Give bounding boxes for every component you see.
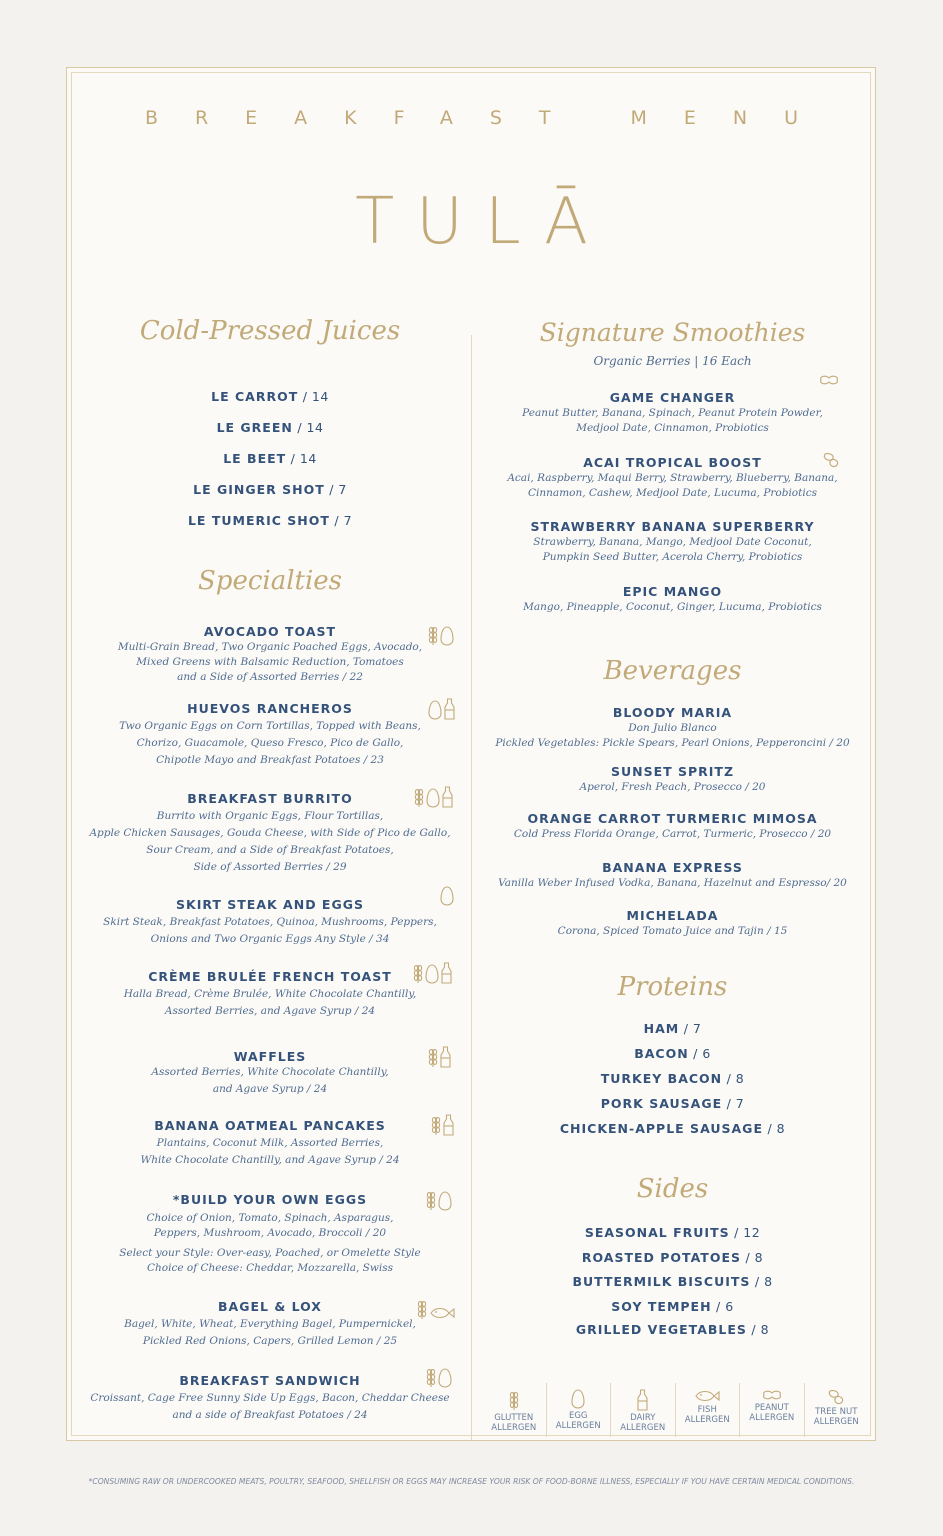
item-name: WAFFLES — [233, 1049, 307, 1064]
item-description — [490, 780, 855, 795]
item-name: BAGEL & LOX — [218, 1299, 322, 1314]
item-description — [490, 406, 855, 436]
item-price: / 6 — [711, 1299, 734, 1314]
item-price: / 8 — [762, 1121, 786, 1136]
gluten-icon — [413, 962, 423, 984]
protein-item — [490, 1096, 855, 1111]
description-line: Medjool Date, Cinnamon, Probiotics — [576, 422, 769, 434]
section-title-proteins: Proteins — [617, 972, 728, 1002]
item-description — [70, 1316, 470, 1350]
allergen-icons — [413, 962, 452, 984]
description-line: and a Side of Assorted Berries / 22 — [177, 671, 363, 683]
gluten-icon — [426, 1189, 436, 1211]
side-item — [490, 1250, 855, 1265]
description-line: Apple Chicken Sausages, Gouda Cheese, with Side of Pico de Gallo, — [89, 827, 451, 839]
item-description — [70, 808, 470, 876]
item-description — [70, 1390, 470, 1424]
item-name: MICHELADA — [626, 908, 719, 923]
juice-item — [80, 420, 460, 435]
gluten-icon — [417, 1298, 427, 1320]
description-line: and Agave Syrup / 24 — [212, 1083, 328, 1095]
specialty-item — [80, 969, 460, 984]
side-item — [490, 1299, 855, 1314]
item-description — [490, 721, 855, 751]
item-name: BANANA EXPRESS — [602, 860, 743, 875]
beverage-item — [490, 908, 855, 923]
item-name: LE GINGER SHOT — [193, 482, 325, 497]
item-price: / 8 — [746, 1322, 770, 1337]
description-line: Pickled Red Onions, Capers, Grilled Lemon / 25 — [142, 1335, 398, 1347]
fish-icon — [429, 1306, 455, 1320]
description-line: Skirt Steak, Breakfast Potatoes, Quinoa, Mushrooms, Peppers, — [103, 916, 437, 928]
description-line: Strawberry, Banana, Mango, Medjool Date Coconut, — [533, 536, 812, 548]
description-line: Assorted Berries, and Agave Syrup / 24 — [164, 1005, 376, 1017]
item-name: BACON — [634, 1046, 689, 1061]
description-line: Chorizo, Guacamole, Queso Fresco, Pico de Gallo, — [136, 737, 404, 749]
specialty-item — [80, 701, 460, 716]
item-description — [70, 718, 470, 769]
item-name: LE BEET — [223, 451, 287, 466]
section-title-smoothies: Signature Smoothies — [539, 318, 806, 347]
description-line: Choice of Onion, Tomato, Spinach, Asparagus, — [146, 1212, 394, 1224]
description-line: Mixed Greens with Balsamic Reduction, Tomatoes — [136, 656, 404, 668]
item-name: BANANA OATMEAL PANCAKES — [154, 1118, 386, 1133]
egg-icon — [425, 964, 439, 984]
dairy-icon — [442, 786, 453, 808]
protein-item — [490, 1021, 855, 1036]
description-line: Aperol, Fresh Peach, Prosecco / 20 — [579, 781, 766, 793]
legend-item — [805, 1383, 869, 1437]
dairy-icon — [441, 962, 452, 984]
allergen-icons — [822, 452, 840, 468]
item-description — [490, 535, 855, 565]
item-name: CRÈME BRULÉE FRENCH TOAST — [148, 969, 392, 984]
item-price: / 8 — [741, 1250, 764, 1265]
item-name: SEASONAL FRUITS — [584, 1225, 730, 1240]
legend-item — [676, 1383, 741, 1437]
description-line: Two Organic Eggs on Corn Tortillas, Topped with Beans, — [119, 720, 421, 732]
item-description — [70, 1211, 470, 1241]
smoothie-item — [490, 519, 855, 534]
legend-label: ALLERGEN — [620, 1423, 666, 1433]
item-name: BREAKFAST BURRITO — [187, 791, 353, 806]
item-price: / 12 — [729, 1225, 761, 1240]
legend-label: ALLERGEN — [749, 1413, 795, 1423]
item-description — [490, 600, 855, 615]
allergen-icons — [417, 1298, 455, 1320]
item-name: AVOCADO TOAST — [203, 624, 337, 639]
item-description — [70, 640, 470, 685]
allergen-icons — [818, 374, 840, 386]
item-price: / 7 — [722, 1096, 745, 1111]
specialty-item — [80, 624, 460, 639]
beverage-item — [490, 705, 855, 720]
egg-icon — [547, 1389, 611, 1409]
item-description — [490, 827, 855, 842]
item-name: PORK SAUSAGE — [600, 1096, 723, 1111]
legend-label: GLUTTEN — [494, 1413, 534, 1423]
gluten-icon — [431, 1114, 441, 1136]
item-description — [490, 924, 855, 939]
item-price: / 14 — [286, 451, 317, 466]
dairy-icon — [443, 1114, 454, 1136]
allergen-icons — [431, 1114, 454, 1136]
description-line: Don Julio Blanco — [628, 722, 717, 734]
side-item — [490, 1225, 855, 1240]
description-line: White Chocolate Chantilly, and Agave Syrup / 24 — [140, 1154, 400, 1166]
egg-icon — [438, 1191, 452, 1211]
legend-label: ALLERGEN — [555, 1421, 601, 1431]
peanut-icon — [740, 1389, 804, 1401]
item-name: SUNSET SPRITZ — [610, 764, 735, 779]
allergen-icons — [426, 1366, 452, 1388]
section-title-specialties: Specialties — [197, 566, 343, 596]
section-title-beverages: Beverages — [603, 656, 742, 686]
item-name: *BUILD YOUR OWN EGGS — [172, 1192, 368, 1207]
menu-subtitle: BREAKFAST MENU — [144, 107, 836, 129]
item-name: LE TUMERIC SHOT — [187, 513, 330, 528]
item-description — [490, 471, 855, 501]
dairy-icon — [440, 1046, 451, 1068]
fish-icon — [676, 1389, 740, 1403]
item-name: GAME CHANGER — [609, 390, 736, 405]
gluten-icon — [414, 786, 424, 808]
smoothies-subtitle: Organic Berries | 16 Each — [593, 354, 752, 368]
legend-item — [740, 1383, 805, 1437]
item-name: LE CARROT — [211, 389, 299, 404]
legend-label: EGG — [568, 1411, 588, 1421]
gluten-icon — [428, 624, 438, 646]
item-name: STRAWBERRY BANANA SUPERBERRY — [530, 519, 815, 534]
description-line: Select your Style: Over-easy, Poached, or Omelette Style — [119, 1247, 421, 1259]
allergen-icons — [428, 698, 455, 720]
allergen-legend — [482, 1383, 868, 1437]
specialty-item — [80, 1118, 460, 1133]
description-line: Plantains, Coconut Milk, Assorted Berries, — [156, 1137, 384, 1149]
description-line: Onions and Two Organic Eggs Any Style / 34 — [150, 933, 390, 945]
beverage-item — [490, 764, 855, 779]
egg-icon — [440, 886, 454, 906]
protein-item — [490, 1071, 855, 1086]
item-description — [490, 876, 855, 891]
item-price: / 8 — [750, 1274, 773, 1289]
item-name: EPIC MANGO — [622, 584, 723, 599]
column-divider — [471, 335, 472, 1440]
item-name: BUTTERMILK BISCUITS — [572, 1274, 751, 1289]
description-line: Halla Bread, Crème Brulée, White Chocolate Chantilly, — [123, 988, 417, 1000]
legend-item — [611, 1383, 676, 1437]
description-line: Cinnamon, Cashew, Medjool Date, Lucuma, Probiotics — [528, 487, 817, 499]
item-price: / 7 — [329, 513, 353, 528]
juice-item — [80, 482, 460, 497]
item-description — [70, 914, 470, 948]
item-price: / 7 — [324, 482, 347, 497]
description-line: Burrito with Organic Eggs, Flour Tortillas, — [156, 810, 384, 822]
raw-food-disclaimer: *CONSUMING RAW OR UNDERCOOKED MEATS, POULTRY, SEAFOOD, SHELLFISH OR EGGS MAY INCREASE YOUR RISK OF FOOD-BORNE ILLNESS, ESPECIALLY IF YOU HAVE CERTAIN MEDICAL CONDITIONS. — [88, 1477, 855, 1486]
gluten-icon — [482, 1389, 546, 1411]
legend-item — [482, 1383, 547, 1437]
specialty-item — [80, 1049, 460, 1064]
description-line: Acai, Raspberry, Maqui Berry, Strawberry, Blueberry, Banana, — [507, 472, 838, 484]
item-price: / 8 — [722, 1071, 745, 1086]
item-name: TURKEY BACON — [600, 1071, 723, 1086]
side-item — [490, 1322, 855, 1337]
legend-label: FISH — [697, 1405, 717, 1415]
smoothie-item — [490, 455, 855, 470]
item-price: / 14 — [292, 420, 324, 435]
legend-label: PEANUT — [754, 1403, 789, 1413]
specialty-item — [80, 1373, 460, 1388]
description-line: and a side of Breakfast Potatoes / 24 — [172, 1409, 368, 1421]
item-description — [70, 1246, 470, 1276]
description-line: Mango, Pineapple, Coconut, Ginger, Lucuma, Probiotics — [523, 601, 822, 613]
item-name: HUEVOS RANCHEROS — [187, 701, 353, 716]
smoothie-item — [490, 584, 855, 599]
juice-item — [80, 451, 460, 466]
legend-label: ALLERGEN — [813, 1417, 859, 1427]
item-name: ACAI TROPICAL BOOST — [583, 455, 762, 470]
allergen-icons — [414, 786, 453, 808]
description-line: Assorted Berries, White Chocolate Chantilly, — [151, 1066, 389, 1078]
legend-label: DAIRY — [630, 1413, 656, 1423]
gluten-icon — [428, 1046, 438, 1068]
item-name: HAM — [643, 1021, 680, 1036]
egg-icon — [440, 626, 454, 646]
description-line: Pumpkin Seed Butter, Acerola Cherry, Probiotics — [542, 551, 803, 563]
dairy-icon — [611, 1389, 675, 1411]
specialty-item — [80, 791, 460, 806]
description-line: Cold Press Florida Orange, Carrot, Turmeric, Prosecco / 20 — [513, 828, 832, 840]
item-name: ROASTED POTATOES — [581, 1250, 741, 1265]
description-line: Vanilla Weber Infused Vodka, Banana, Hazelnut and Espresso/ 20 — [498, 877, 847, 889]
item-name: CHICKEN-APPLE SAUSAGE — [559, 1121, 763, 1136]
tree-nut-icon — [805, 1389, 869, 1405]
gluten-icon — [426, 1366, 436, 1388]
description-line: Sour Cream, and a Side of Breakfast Potatoes, — [146, 844, 394, 856]
item-price: / 14 — [298, 389, 329, 404]
specialty-item — [80, 897, 460, 912]
item-name: LE GREEN — [216, 420, 293, 435]
egg-icon — [428, 700, 442, 720]
description-line: Side of Assorted Berries / 29 — [193, 861, 347, 873]
protein-item — [490, 1046, 855, 1061]
description-line: Peanut Butter, Banana, Spinach, Peanut Protein Powder, — [522, 407, 823, 419]
juice-item — [80, 389, 460, 404]
legend-label: ALLERGEN — [491, 1423, 537, 1433]
allergen-icons — [440, 886, 454, 906]
legend-label: TREE NUT — [815, 1407, 858, 1417]
specialty-item — [80, 1192, 460, 1207]
allergen-icons — [428, 624, 454, 646]
egg-icon — [438, 1368, 452, 1388]
description-line: Multi-Grain Bread, Two Organic Poached Eggs, Avocado, — [117, 641, 423, 653]
description-line: Pickled Vegetables: Pickle Spears, Pearl Onions, Pepperoncini / 20 — [495, 737, 850, 749]
description-line: Choice of Cheese: Cheddar, Mozzarella, Swiss — [146, 1262, 393, 1274]
legend-item — [547, 1383, 612, 1437]
tree-nut-icon — [822, 452, 840, 468]
allergen-icons — [426, 1189, 452, 1211]
specialty-item — [80, 1299, 460, 1314]
beverage-item — [490, 860, 855, 875]
smoothie-item — [490, 390, 855, 405]
egg-icon — [426, 788, 440, 808]
side-item — [490, 1274, 855, 1289]
item-name: GRILLED VEGETABLES — [575, 1322, 747, 1337]
item-price: / 7 — [679, 1021, 702, 1036]
legend-label: ALLERGEN — [684, 1415, 730, 1425]
item-price: / 6 — [688, 1046, 711, 1061]
description-line: Chipotle Mayo and Breakfast Potatoes / 23 — [156, 754, 384, 766]
protein-item — [490, 1121, 855, 1136]
brand-logo: TULĀ — [355, 185, 610, 259]
item-name: ORANGE CARROT TURMERIC MIMOSA — [527, 811, 818, 826]
peanut-icon — [818, 374, 840, 386]
item-name: SKIRT STEAK AND EGGS — [176, 897, 364, 912]
description-line: Corona, Spiced Tomato Juice and Tajin / 15 — [557, 925, 788, 937]
description-line: Peppers, Mushroom, Avocado, Broccoli / 20 — [153, 1227, 387, 1239]
item-description — [70, 1135, 470, 1169]
item-name: BLOODY MARIA — [612, 705, 733, 720]
section-title-sides: Sides — [636, 1174, 709, 1204]
item-name: BREAKFAST SANDWICH — [179, 1373, 361, 1388]
item-name: SOY TEMPEH — [611, 1299, 712, 1314]
description-line: Bagel, White, Wheat, Everything Bagel, Pumpernickel, — [124, 1318, 416, 1330]
juice-item — [80, 513, 460, 528]
section-title-juices: Cold-Pressed Juices — [139, 316, 401, 346]
item-description — [70, 986, 470, 1020]
beverage-item — [490, 811, 855, 826]
dairy-icon — [444, 698, 455, 720]
item-description — [70, 1064, 470, 1098]
allergen-icons — [428, 1046, 451, 1068]
description-line: Croissant, Cage Free Sunny Side Up Eggs, Bacon, Cheddar Cheese — [90, 1392, 450, 1404]
